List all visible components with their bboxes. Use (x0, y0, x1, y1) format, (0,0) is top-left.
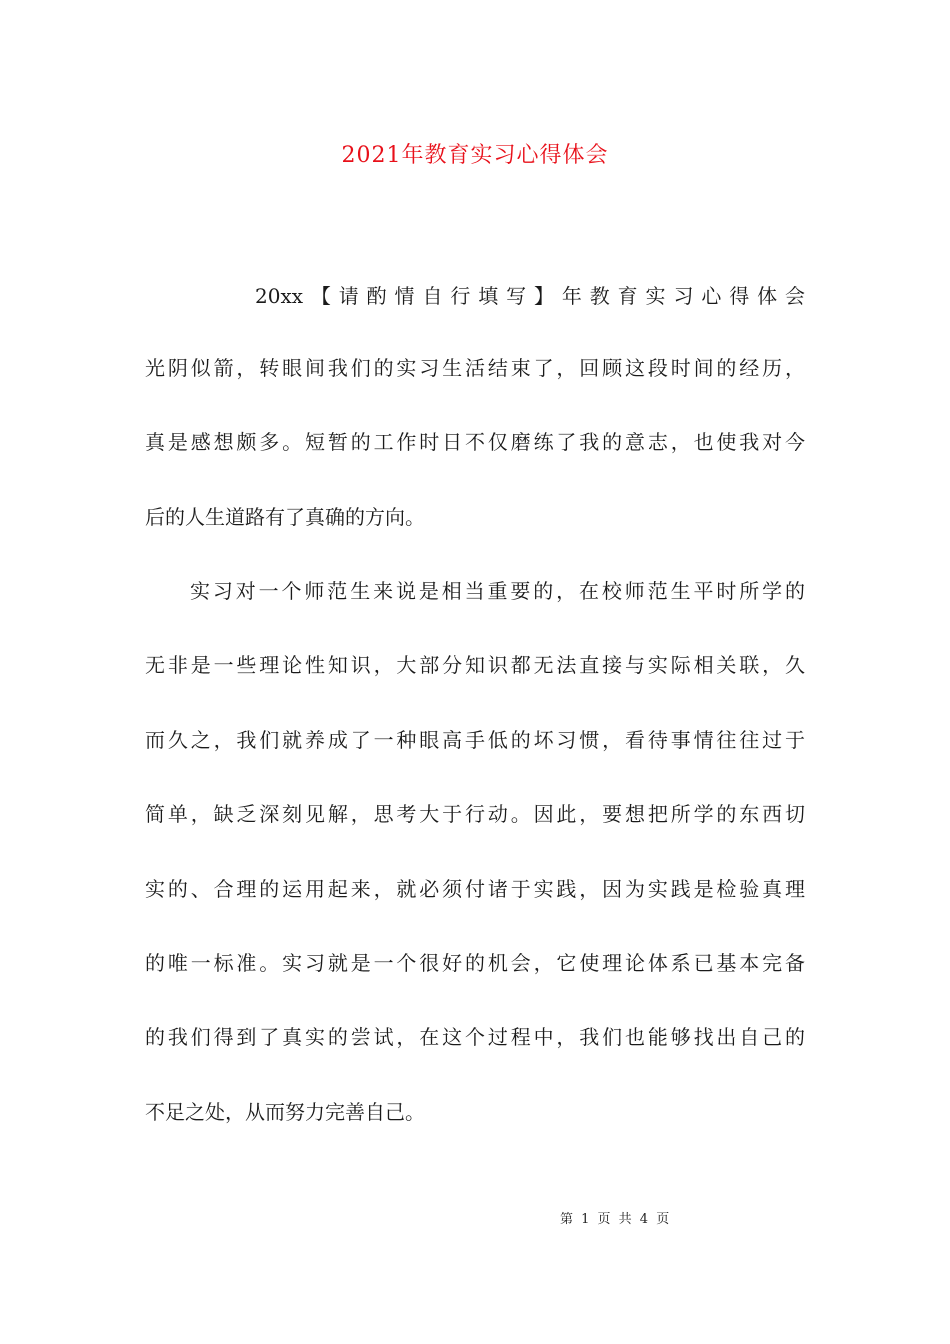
paragraph-2-line: 实习对一个师范生来说是相当重要的，在校师范生平时所学的 (190, 579, 805, 603)
paragraph-2-line: 无非是一些理论性知识，大部分知识都无法直接与实际相关联，久 (145, 653, 805, 677)
document-subtitle: 20xx【请酌情自行填写】年教育实习心得体会 (255, 284, 805, 308)
page-number-footer: 第 1 页 共 4 页 (560, 1212, 670, 1227)
paragraph-2-line: 的我们得到了真实的尝试，在这个过程中，我们也能够找出自己的 (145, 1025, 805, 1049)
paragraph-2-line: 简单，缺乏深刻见解，思考大于行动。因此，要想把所学的东西切 (145, 802, 805, 826)
document-title: 2021年教育实习心得体会 (341, 143, 609, 168)
paragraph-1-line: 真是感想颇多。短暂的工作时日不仅磨练了我的意志，也使我对今 (145, 430, 805, 454)
paragraph-1-line: 光阴似箭，转眼间我们的实习生活结束了，回顾这段时间的经历， (145, 356, 805, 380)
paragraph-2-line: 不足之处，从而努力完善自己。 (145, 1100, 425, 1124)
paragraph-2-line: 而久之，我们就养成了一种眼高手低的坏习惯，看待事情往往过于 (145, 728, 805, 752)
paragraph-2-line: 的唯一标准。实习就是一个很好的机会，它使理论体系已基本完备 (145, 951, 805, 975)
paragraph-1-line: 后的人生道路有了真确的方向。 (145, 505, 425, 529)
paragraph-2-line: 实的、合理的运用起来，就必须付诸于实践，因为实践是检验真理 (145, 877, 805, 901)
